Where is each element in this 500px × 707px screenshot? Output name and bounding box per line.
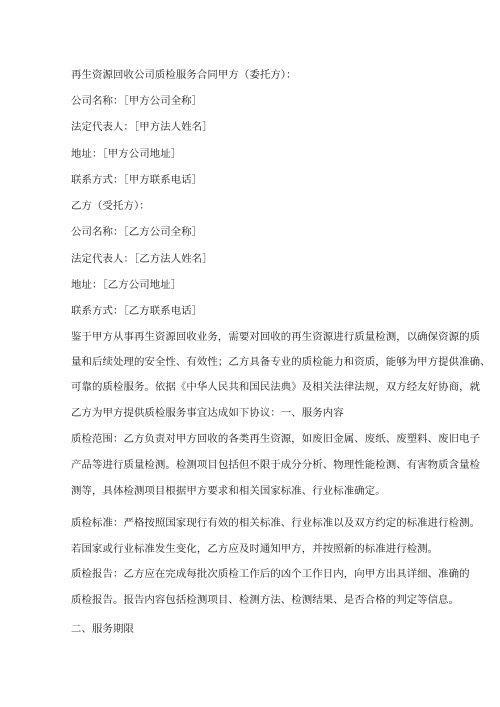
- standard-paragraph-line: 若国家或行业标准发生变化，乙方应及时通知甲方，并按照新的标准进行检测。: [71, 543, 439, 555]
- party-b-contact: 联系方式：［乙方联系电话］: [71, 305, 203, 317]
- party-b-address: 地址：［乙方公司地址］: [71, 279, 182, 291]
- intro-paragraph-line: 鉴于甲方从事再生资源回收业务，需要对回收的再生资源进行质量检测，以确保资源的质: [71, 331, 481, 343]
- party-b-heading: 乙方（受托方）：: [71, 200, 150, 212]
- party-a-contact: 联系方式：［甲方联系电话］: [71, 174, 203, 186]
- party-a-address: 地址：［甲方公司地址］: [71, 148, 182, 160]
- intro-paragraph-line: 可靠的质检服务。依据《中华人民共和国民法典》及相关法律法规，双方经友好协商，就: [71, 381, 481, 393]
- standard-paragraph-line: 质检标准：严格按照国家现行有效的相关标准、行业标准以及双方约定的标准进行检测。: [71, 517, 481, 529]
- intro-paragraph-line: 乙方为甲方提供质检服务事宜达成如下协议：一、服务内容: [71, 407, 344, 419]
- report-paragraph-line: 质检报告。报告内容包括检测项目、检测方法、检测结果、是否合格的判定等信息。: [71, 594, 460, 606]
- party-a-company-name: 公司名称：［甲方公司全称］: [71, 95, 203, 107]
- party-b-company-name: 公司名称：［乙方公司全称］: [71, 226, 203, 238]
- contract-title-line: 再生资源回收公司质检服务合同甲方（委托方）：: [71, 69, 297, 81]
- scope-paragraph-line: 测等，具体检测项目根据甲方要求和相关国家标准、行业标准确定。: [71, 485, 386, 497]
- scope-paragraph-line: 质检范围：乙方负责对甲方回收的各类再生资源，如废旧金属、废纸、废塑料、废旧电子: [71, 433, 481, 445]
- party-b-legal-rep: 法定代表人：［乙方法人姓名］: [71, 253, 213, 265]
- party-a-legal-rep: 法定代表人：［甲方法人姓名］: [71, 121, 213, 133]
- section-two-heading: 二、服务期限: [71, 623, 134, 635]
- report-paragraph-line: 质检报告：乙方应在完成每批次质检工作后的凶个工作日内，向甲方出具详细、准确的: [71, 568, 470, 580]
- intro-paragraph-line: 量和后续处理的安全性、有效性；乙方具备专业的质检能力和资质，能够为甲方提供准确、: [71, 356, 491, 368]
- scope-paragraph-line: 产品等进行质量检测。检测项目包括但不限于成分分析、物理性能检测、有害物质含量检: [71, 459, 481, 471]
